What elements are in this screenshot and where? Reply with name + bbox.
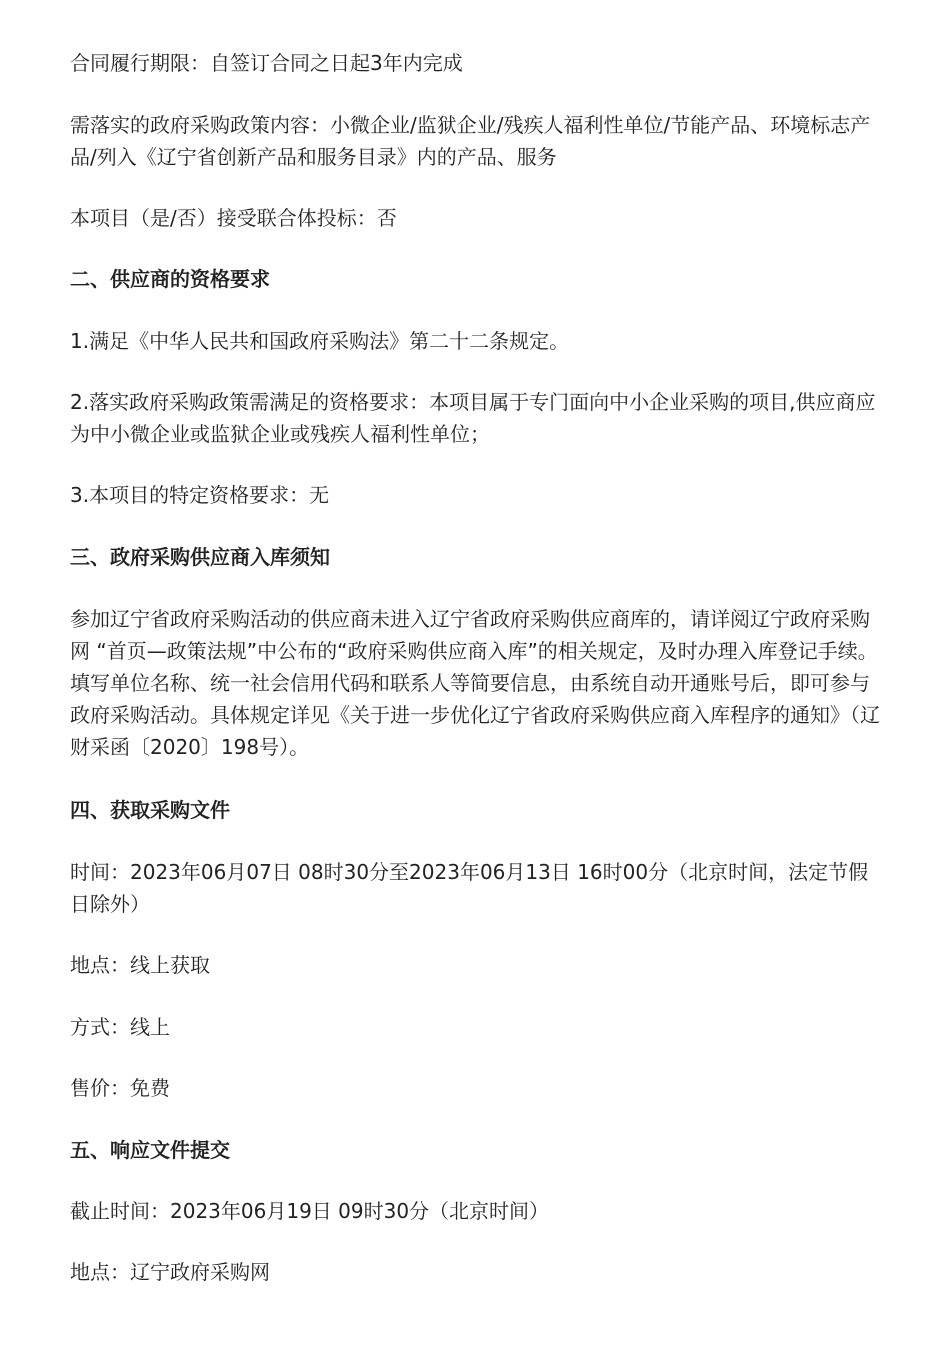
section-5-heading: 五、响应文件提交: [70, 1138, 230, 1162]
obtain-time-text: 时间：2023年06月07日 08时30分至2023年06月13日 16时00分（北京时间，法定节假日除外）: [70, 860, 869, 916]
section-4-heading: 四、获取采购文件: [70, 798, 230, 822]
obtain-place-text: 地点：线上获取: [70, 953, 210, 977]
section-3-heading: 三、政府采购供应商入库须知: [70, 545, 330, 569]
contract-period-text: 合同履行期限：自签订合同之日起3年内完成: [70, 51, 463, 75]
obtain-method-text: 方式：线上: [70, 1015, 170, 1039]
deadline-text: 截止时间：2023年06月19日 09时30分（北京时间）: [70, 1199, 550, 1223]
price-text: 售价：免费: [70, 1076, 170, 1100]
section-2-heading: 二、供应商的资格要求: [70, 267, 270, 291]
policy-content-text: 需落实的政府采购政策内容：小微企业/监狱企业/残疾人福利性单位/节能产品、环境标志产品/列入《辽宁省创新产品和服务目录》内的产品、服务: [70, 113, 871, 169]
submit-place-text: 地点：辽宁政府采购网: [70, 1260, 270, 1284]
requirement-1-text: 1.满足《中华人民共和国政府采购法》第二十二条规定。: [70, 329, 570, 353]
registration-notice-text: 参加辽宁省政府采购活动的供应商未进入辽宁省政府采购供应商库的，请详阅辽宁政府采购网 “首页—政策法规”中公布的“政府采购供应商入库”的相关规定，及时办理入库登记手续。填写单位名称、统一社会信用代码和联系人等简要信息，由系统自动开通账号后，即可参与政府采购活动。具体规定详见《关于进一步优化辽宁省政府采购供应商入库程序的通知》（辽财采函〔2020〕198号）。: [70, 607, 880, 759]
requirement-2-text: 2.落实政府采购政策需满足的资格要求：本项目属于专门面向中小企业采购的项目,供应商应为中小微企业或监狱企业或残疾人福利性单位；: [70, 390, 876, 446]
consortium-text: 本项目（是/否）接受联合体投标：否: [70, 206, 397, 230]
requirement-3-text: 3.本项目的特定资格要求：无: [70, 483, 330, 507]
